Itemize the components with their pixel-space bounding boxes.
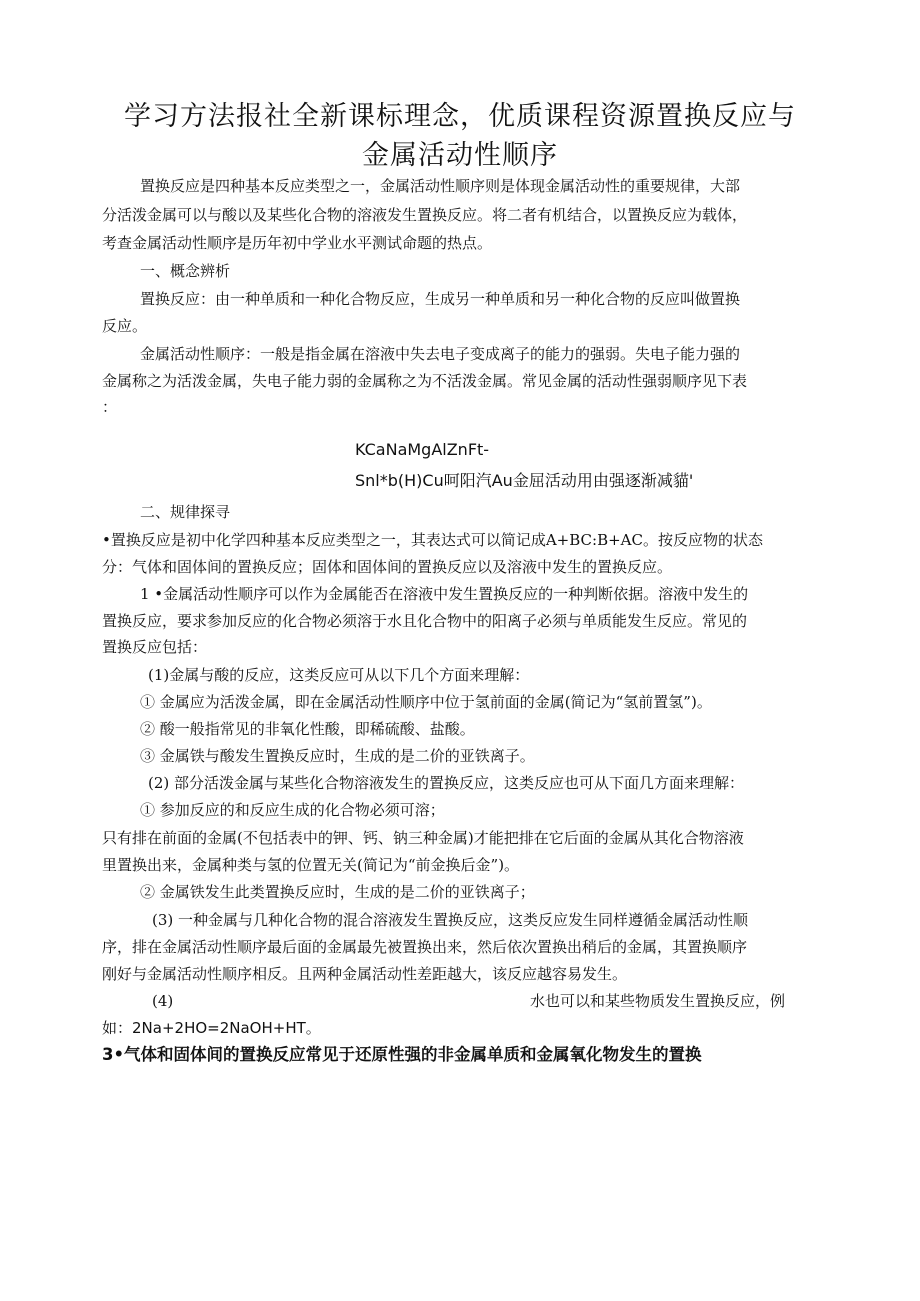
activity-series-line-2: Snl*b(H)Cu呵阳汽Au金屈活动用由强逐渐减貓' — [355, 471, 694, 490]
section-1-heading: 一、概念辨析 — [140, 262, 231, 280]
sub-3-line-1: (3) 一种金属与几种化合物的混合溶液发生置换反应，这类反应发生同样遵循金属活动性顺 — [152, 911, 749, 929]
sub-2-note-line-1: 只有排在前面的金属(不包括表中的钾、钙、钠三种金属)才能把排在它后面的金属从其化合物溶液 — [102, 829, 744, 847]
sub-2-item-1: ① 参加反应的和反应生成的化合物必须可溶； — [140, 801, 445, 819]
sub-3-line-2: 序，排在金属活动性顺序最后面的金属最先被置换出来，然后依次置换出稍后的金属，其置换顺序 — [102, 938, 748, 956]
section-2-heading: 二、规律探寻 — [140, 503, 231, 521]
displacement-def-line-2: 反应。 — [102, 317, 148, 335]
activity-def-line-3: ： — [102, 398, 118, 416]
rule-intro-line-1: •置换反应是初中化学四种基本反应类型之一，其表达式可以简记成A+BC:B+AC。按反应物的状态 — [102, 531, 763, 549]
sub-4-continuation: 如：2Na+2HO=2NaOH+HT。 — [102, 1019, 321, 1037]
sub-4-label: (4) — [152, 992, 174, 1010]
displacement-def-line-1: 置换反应：由一种单质和一种化合物反应，生成另一种单质和另一种化合物的反应叫做置换 — [140, 290, 741, 308]
intro-line-1: 置换反应是四种基本反应类型之一，金属活动性顺序则是体现金属活动性的重要规律，大部 — [140, 177, 741, 195]
point-3-line: 3•气体和固体间的置换反应常见于还原性强的非金属单质和金属氧化物发生的置换 — [102, 1045, 702, 1064]
sub-1-item-3: ③ 金属铁与酸发生置换反应时，生成的是二价的亚铁离子。 — [140, 747, 535, 765]
intro-line-2: 分活泼金属可以与酸以及某些化合物的溶液发生置换反应。将二者有机结合，以置换反应为载体， — [102, 206, 748, 224]
point-1-line-1: 1 •金属活动性顺序可以作为金属能否在溶液中发生置换反应的一种判断依据。溶液中发生的 — [140, 585, 749, 603]
intro-line-3: 考查金属活动性顺序是历年初中学业水平测试命题的热点。 — [102, 234, 493, 252]
rule-intro-line-2: 分：气体和固体间的置换反应；固体和固体间的置换反应以及溶液中发生的置换反应。 — [102, 558, 673, 576]
sub-2-heading: (2) 部分活泼金属与某些化合物溶液发生的置换反应，这类反应也可从下面几方面来理解： — [148, 774, 745, 792]
sub-3-line-3: 刚好与金属活动性顺序相反。且两种金属活动性差距越大，该反应越容易发生。 — [102, 965, 628, 983]
sub-2-item-2: ② 金属铁发生此类置换反应时，生成的是二价的亚铁离子； — [140, 883, 535, 901]
sub-2-note-line-2: 里置换出来，金属种类与氢的位置无关(简记为“前金换后金”)。 — [102, 856, 520, 874]
sub-4-text: 水也可以和某些物质发生置换反应，例 — [530, 992, 786, 1010]
sub-1-heading: (1)金属与酸的反应，这类反应可从以下几个方面来理解： — [148, 666, 530, 684]
sub-1-item-1: ① 金属应为活泼金属，即在金属活动性顺序中位于氢前面的金属(简记为“氢前置氢”)。 — [140, 693, 712, 711]
sub-1-item-2: ② 酸一般指常见的非氧化性酸，即稀硫酸、盐酸。 — [140, 720, 475, 738]
activity-series-line-1: KCaNaMgAlZnFt- — [355, 440, 490, 459]
activity-def-line-2: 金属称之为活泼金属，失电子能力弱的金属称之为不活泼金属。常见金属的活动性强弱顺序见下表 — [102, 372, 748, 390]
title-line-2: 金属活动性顺序 — [362, 140, 558, 171]
point-1-line-2: 置换反应，要求参加反应的化合物必须溶于水且化合物中的阳离子必须与单质能发生反应。常见的 — [102, 612, 748, 630]
title-line-1: 学习方法报社全新课标理念，优质课程资源置换反应与 — [124, 101, 796, 132]
activity-def-line-1: 金属活动性顺序：一般是指金属在溶液中失去电子变成离子的能力的强弱。失电子能力强的 — [140, 345, 741, 363]
point-1-line-3: 置换反应包括： — [102, 638, 208, 656]
